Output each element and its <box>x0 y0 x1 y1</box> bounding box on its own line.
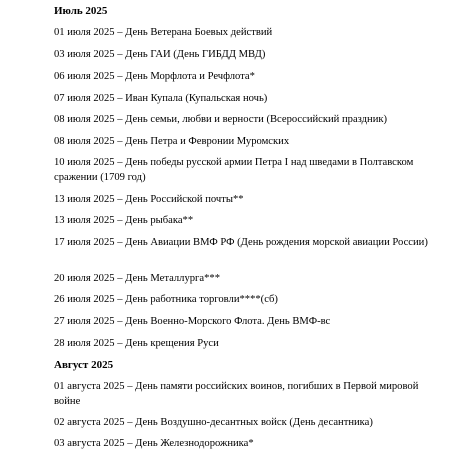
list-item: 08 июля 2025 – День семьи, любви и верности (Всероссийский праздник) <box>54 114 388 125</box>
list-item: 10 июля 2025 – День победы русской армии Петра I над шведами в Полтавском сражении (1709 год) <box>54 157 414 183</box>
section-heading-july: Июль 2025 <box>54 5 108 17</box>
list-item: 07 июля 2025 – Иван Купала (Купальская ночь) <box>54 93 268 104</box>
list-item: 03 августа 2025 – День Железнодорожника* <box>54 438 254 449</box>
list-item: 13 июля 2025 – День рыбака** <box>54 215 194 226</box>
list-item: 26 июля 2025 – День работника торговли****(сб) <box>54 294 278 305</box>
section-heading-august: Август 2025 <box>54 359 114 371</box>
list-item: 02 августа 2025 – День Воздушно-десантных войск (День десантника) <box>54 417 373 428</box>
list-item: 08 июля 2025 – День Петра и Февронии Муромских <box>54 136 290 147</box>
list-item: 03 июля 2025 – День ГАИ (День ГИБДД МВД) <box>54 49 266 60</box>
list-item: 27 июля 2025 – День Военно-Морского Флота. День ВМФ-вс <box>54 316 331 327</box>
list-item: 20 июля 2025 – День Металлурга*** <box>54 273 220 284</box>
list-item: 06 июля 2025 – День Морфлота и Речфлота* <box>54 71 255 82</box>
list-item: 28 июля 2025 – День крещения Руси <box>54 338 219 349</box>
list-item: 17 июля 2025 – День Авиации ВМФ РФ (День рождения морской авиации России) <box>54 237 428 248</box>
list-item: 13 июля 2025 – День Российской почты** <box>54 194 244 205</box>
list-item: 01 июля 2025 – День Ветерана Боевых действий <box>54 27 273 38</box>
list-item: 01 августа 2025 – День памяти российских воинов, погибших в Первой мировой войне <box>54 381 419 407</box>
